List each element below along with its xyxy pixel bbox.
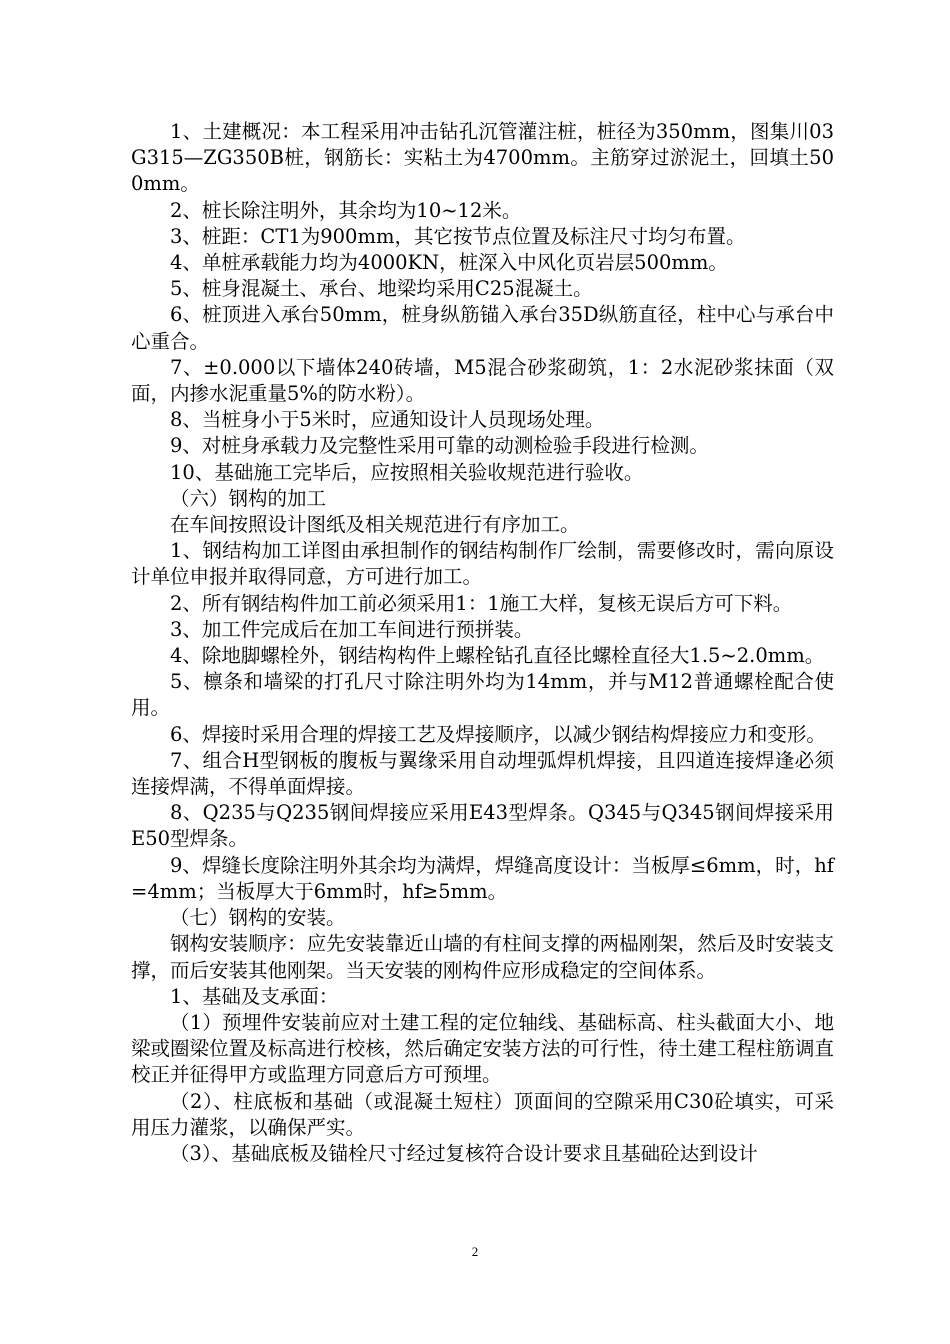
paragraph: 4、除地脚螺栓外，钢结构构件上螺栓钻孔直径比螺栓直径大1.5~2.0mm。 xyxy=(170,644,825,668)
paragraph: 3、桩距：CT1为900mm，其它按节点位置及标注尺寸均匀布置。 xyxy=(170,224,746,248)
paragraph: 1、钢结构加工详图由承担制作的钢结构制作厂绘制，需要修改时，需向原设计单位申报并取得同意，方可进行加工。 xyxy=(131,539,834,589)
paragraph: 2、桩长除注明外，其余均为10~12米。 xyxy=(170,198,522,222)
paragraph: 5、桩身混凝土、承台、地梁均采用C25混凝土。 xyxy=(170,277,593,301)
paragraph: 7、组合H型钢板的腹板与翼缘采用自动埋弧焊机焊接，且四道连接焊逢必须连接焊满，不得单面焊接。 xyxy=(131,748,834,799)
paragraph: 9、焊缝长度除注明外其余均为满焊，焊缝高度设计：当板厚≤6mm，时，hf=4mm；当板厚大于6mm时，hf≥5mm。 xyxy=(131,853,834,903)
paragraph: （2）、柱底板和基础（或混凝土短柱）顶面间的空隙采用C30砼填实，可采用压力灌浆，以确保严实。 xyxy=(131,1089,834,1139)
paragraph: 9、对桩身承载力及完整性采用可靠的动测检验手段进行检测。 xyxy=(170,434,709,458)
paragraph: （1）预埋件安装前应对土建工程的定位轴线、基础标高、柱头截面大小、地梁或圈梁位置及标高进行校核，然后确定安装方法的可行性，待土建工程柱筋调直校正并征得甲方或监理方同意后方可预埋。 xyxy=(131,1010,834,1087)
paragraph: 6、焊接时采用合理的焊接工艺及焊接顺序，以减少钢结构焊接应力和变形。 xyxy=(170,722,826,746)
paragraph: 钢构安装顺序：应先安装靠近山墙的有柱间支撑的两榀刚架，然后及时安装支撑，而后安装其他刚架。当天安装的刚构件应形成稳定的空间体系。 xyxy=(131,932,834,982)
paragraph: （3）、基础底板及锚栓尺寸经过复核符合设计要求且基础砼达到设计 xyxy=(170,1141,758,1165)
paragraph: 5、檩条和墙梁的打孔尺寸除注明外均为14mm，并与M12普通螺栓配合使用。 xyxy=(131,670,834,720)
paragraph: 1、基础及支承面： xyxy=(170,984,339,1008)
paragraph: 3、加工件完成后在加工车间进行预拼装。 xyxy=(170,617,534,641)
paragraph: 7、±0.000以下墙体240砖墙，M5混合砂浆砌筑，1：2水泥砂浆抹面（双面，内掺水泥重量5%的防水粉）。 xyxy=(131,355,834,406)
paragraph: 4、单桩承载能力均为4000KN，桩深入中风化页岩层500mm。 xyxy=(170,251,728,275)
section-heading: （六）钢构的加工 xyxy=(170,486,327,510)
document-body xyxy=(131,119,834,1167)
paragraph: 在车间按照设计图纸及相关规范进行有序加工。 xyxy=(170,513,580,537)
section-heading: （七）钢构的安装。 xyxy=(170,906,346,930)
paragraph: 2、所有钢结构件加工前必须采用1：1施工大样，复核无误后方可下料。 xyxy=(170,591,793,615)
paragraph: 8、Q235与Q235钢间焊接应采用E43型焊条。Q345与Q345钢间焊接采用E50型焊条。 xyxy=(131,801,834,851)
paragraph: 8、当桩身小于5米时，应通知设计人员现场处理。 xyxy=(170,408,605,432)
paragraph: 10、基础施工完毕后，应按照相关验收规范进行验收。 xyxy=(170,460,644,484)
paragraph: 6、桩顶进入承台50mm，桩身纵筋锚入承台35D纵筋直径，柱中心与承台中心重合。 xyxy=(131,303,834,353)
paragraph: 1、土建概况：本工程采用冲击钻孔沉管灌注桩，桩径为350mm，图集川03G315—ZG350B桩，钢筋长：实粘土为4700mm。主筋穿过淤泥土，回填土500mm。 xyxy=(131,120,834,196)
page-number: 2 xyxy=(471,1244,479,1259)
